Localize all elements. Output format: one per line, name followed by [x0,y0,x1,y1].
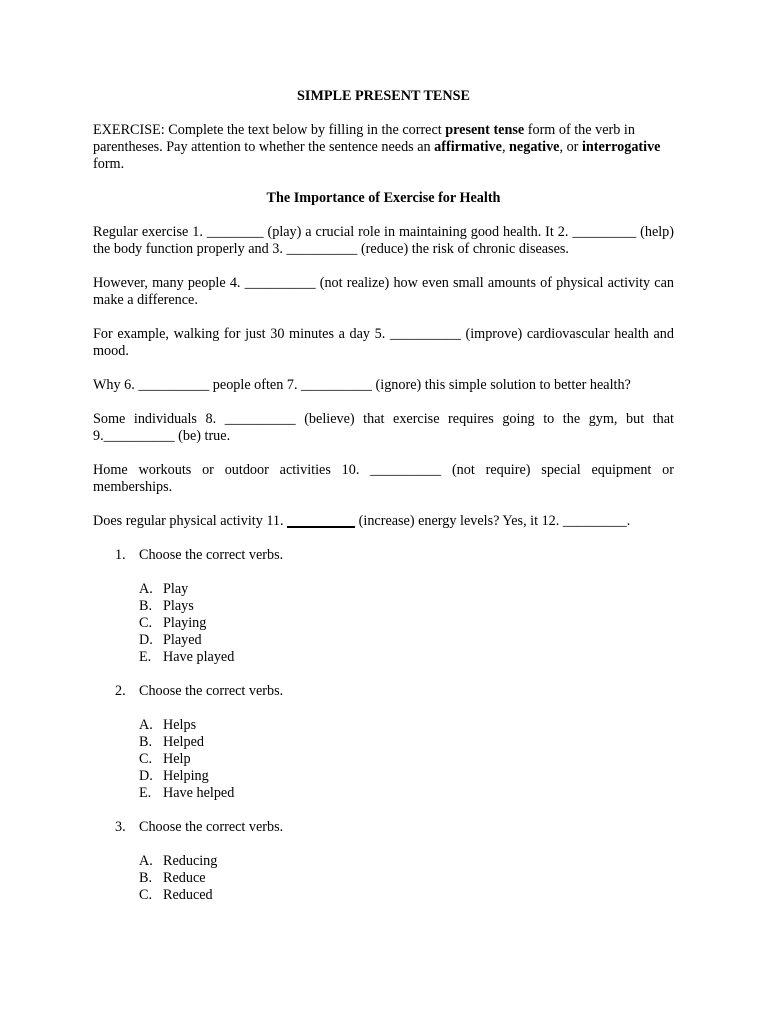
option-item [93,768,674,785]
option-letter: D. [139,632,153,648]
paragraph-text: (increase) energy levels? Yes, it 12. _________. [355,513,631,529]
option-text: Plays [163,598,194,614]
option-text: Have played [163,649,235,665]
option-letter: B. [139,870,153,886]
option-item [93,853,674,870]
question-3 [93,819,674,836]
option-letter: A. [139,853,153,869]
passage-paragraph-7 [93,513,674,530]
option-text: Reduced [163,887,213,903]
option-letter: A. [139,581,153,597]
passage-paragraph-1: Regular exercise 1. ________ (play) a crucial role in maintaining good health. It 2. _________ (help) the body function properly and 3. __________ (reduce) the risk of chronic diseases. [93,224,674,257]
answer-blank-11 [287,513,355,528]
option-item [93,870,674,887]
document-page [93,88,674,921]
option-text: Have helped [163,785,235,801]
option-letter: A. [139,717,153,733]
question-text: Choose the correct verbs. [139,547,284,563]
instructions-bold-term: negative [509,139,560,155]
question-1 [93,547,674,564]
passage-paragraph-2: However, many people 4. __________ (not realize) how even small amounts of physical activity can make a difference. [93,275,674,308]
question-text: Choose the correct verbs. [139,683,284,699]
passage-paragraph-6: Home workouts or outdoor activities 10. __________ (not require) special equipment or memberships. [93,462,674,495]
document-title: SIMPLE PRESENT TENSE [297,88,470,104]
question-number: 1. [115,547,126,563]
option-item [93,598,674,615]
option-letter: E. [139,785,152,801]
instructions-text: form of the verb in parentheses. Pay attention to whether the sentence needs an [93,122,635,155]
instructions-bold-term: interrogative [581,139,661,155]
question-2 [93,683,674,700]
option-letter: C. [139,615,153,631]
option-item [93,717,674,734]
option-letter: C. [139,887,153,903]
option-letter: B. [139,734,153,750]
option-text: Reduce [163,870,206,886]
instructions-text: , or [559,139,582,155]
instructions-text: EXERCISE: Complete the text below by filling in the correct [93,122,446,138]
option-text: Playing [163,615,207,631]
passage-title: The Importance of Exercise for Health [266,190,501,206]
option-item [93,751,674,768]
question-number: 3. [115,819,126,835]
option-letter: E. [139,649,152,665]
option-letter: B. [139,598,153,614]
option-text: Helping [163,768,209,784]
passage-paragraph-4: Why 6. __________ people often 7. __________ (ignore) this simple solution to better health? [93,377,631,393]
option-text: Help [163,751,191,767]
question-3-options [93,853,674,904]
option-text: Play [163,581,189,597]
option-text: Helps [163,717,197,733]
instructions-bold-term: present tense [445,122,525,138]
option-item [93,581,674,598]
option-text: Helped [163,734,204,750]
option-item [93,649,674,666]
passage-paragraph-5: Some individuals 8. __________ (believe) that exercise requires going to the gym, but that 9.__________ (be) true. [93,411,674,444]
instructions-text: form. [93,156,125,172]
option-letter: D. [139,768,153,784]
option-item [93,887,674,904]
option-item [93,734,674,751]
question-2-options [93,717,674,802]
question-number: 2. [115,683,126,699]
option-item [93,632,674,649]
option-text: Played [163,632,202,648]
question-text: Choose the correct verbs. [139,819,284,835]
option-text: Reducing [163,853,218,869]
passage-paragraph-3: For example, walking for just 30 minutes a day 5. __________ (improve) cardiovascular health and mood. [93,326,674,359]
instructions-bold-term: affirmative [434,139,502,155]
option-item [93,615,674,632]
option-item [93,785,674,802]
option-letter: C. [139,751,153,767]
paragraph-text: Does regular physical activity 11. [93,513,288,529]
instructions-text: , [501,139,510,155]
question-1-options [93,581,674,666]
exercise-instructions [93,122,674,173]
